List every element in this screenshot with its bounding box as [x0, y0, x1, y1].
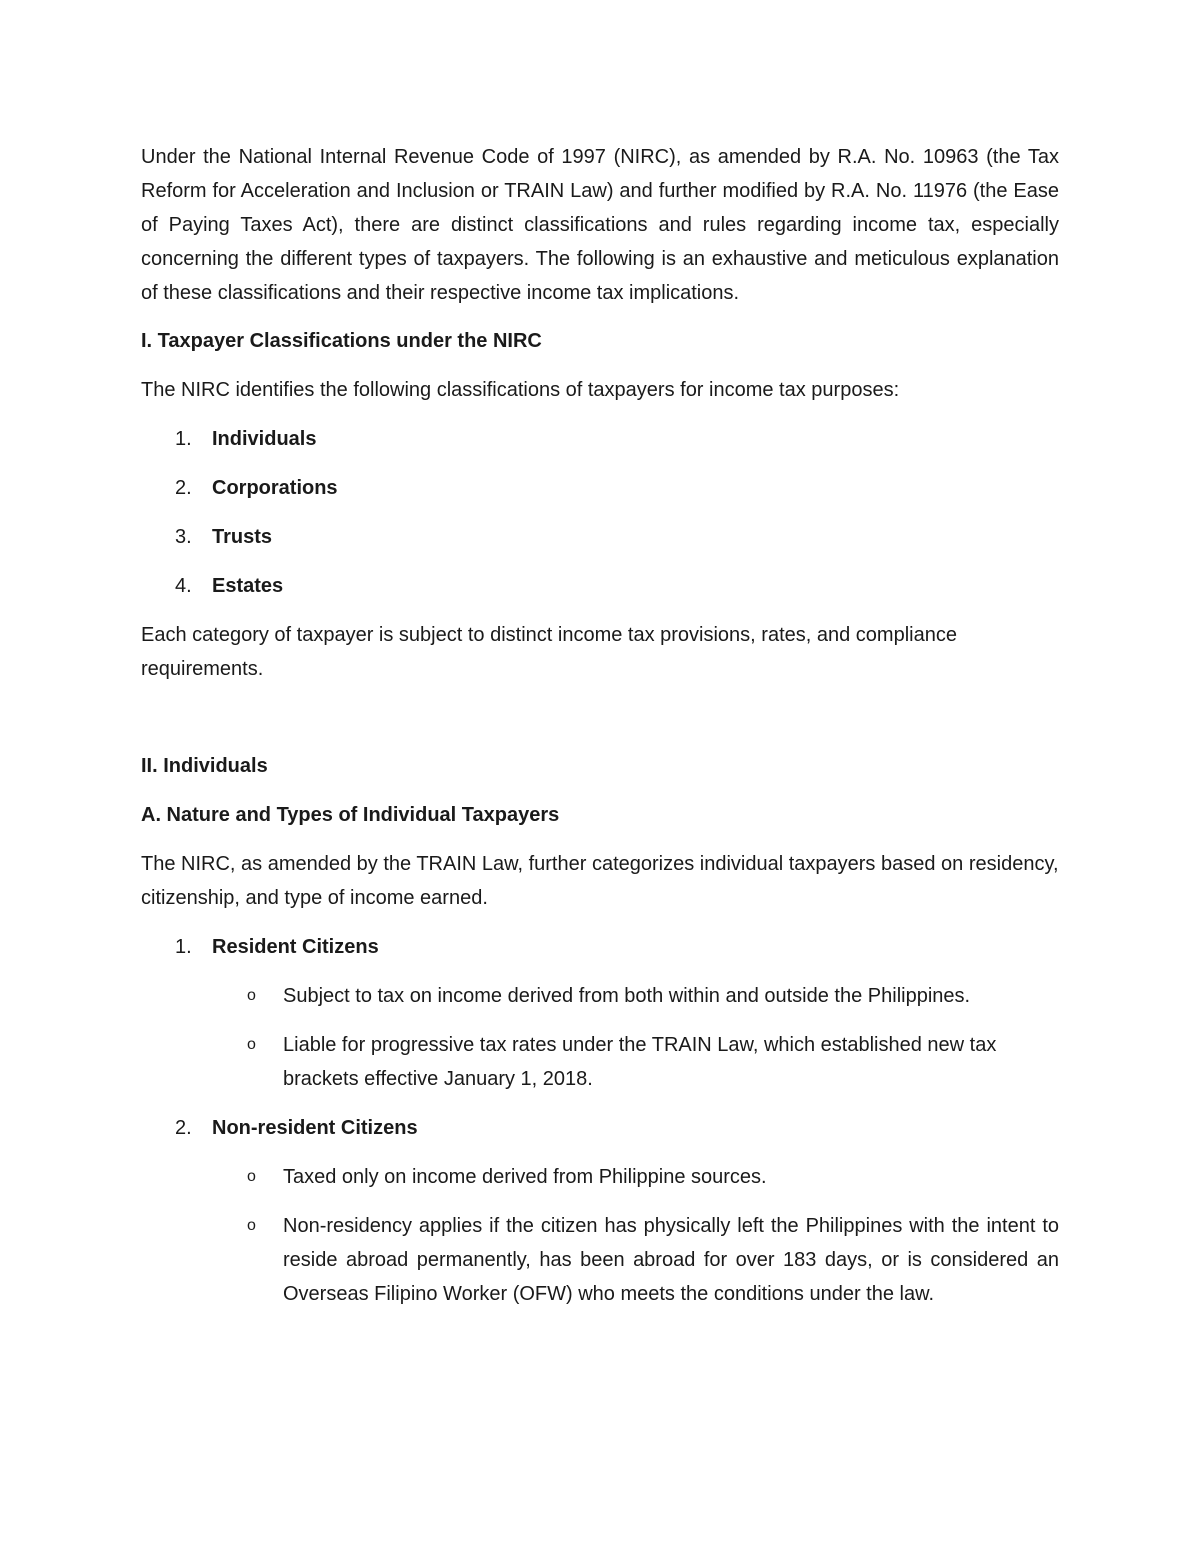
sub-list-item: [141, 979, 1059, 1013]
document-page: [141, 140, 1059, 1326]
sub-list-item: [141, 1209, 1059, 1311]
list-number: 1.: [175, 428, 192, 450]
sub-list-item-text: Subject to tax on income derived from both within and outside the Philippines.: [283, 985, 971, 1007]
sub-list-item: [141, 1028, 1059, 1096]
list-item-label: Estates: [212, 575, 284, 597]
list-number: 1.: [175, 936, 192, 958]
list-item: [141, 520, 1059, 554]
sub-bullet-list: [212, 979, 1059, 1096]
circle-bullet-icon: o: [247, 1217, 256, 1234]
list-number: 2.: [175, 1117, 192, 1139]
section2-lead-paragraph: The NIRC, as amended by the TRAIN Law, further categorizes individual taxpayers based on residency, citizenship, and type of income earned.: [141, 853, 1059, 909]
sub-list-item: [141, 1160, 1059, 1194]
list-item: [141, 471, 1059, 505]
section-heading-individuals: II. Individuals: [141, 755, 268, 777]
circle-bullet-icon: o: [247, 1036, 256, 1053]
sub-bullet-list: [212, 1160, 1059, 1311]
list-number: 2.: [175, 477, 192, 499]
list-item-label: Corporations: [212, 477, 338, 499]
taxpayer-classification-list: [141, 422, 1059, 603]
list-item-label: Trusts: [212, 526, 273, 548]
list-item: [141, 1111, 1059, 1311]
section1-closing-paragraph: Each category of taxpayer is subject to distinct income tax provisions, rates, and compliance requirements.: [141, 624, 957, 680]
individual-taxpayer-types-list: [141, 930, 1059, 1311]
circle-bullet-icon: o: [247, 987, 256, 1004]
circle-bullet-icon: o: [247, 1168, 256, 1185]
intro-paragraph: Under the National Internal Revenue Code of 1997 (NIRC), as amended by R.A. No. 10963 (the Tax Reform for Acceleration and Inclusion or TRAIN Law) and further modified by R.A. No. 11976 (the Ease of Paying Taxes Act), there are distinct classifications and rules regarding income tax, especially concerning the different types of taxpayers. The following is an exhaustive and meticulous explanation of these classifications and their respective income tax implications.: [141, 146, 1059, 304]
list-item: [141, 422, 1059, 456]
list-item-label: Individuals: [212, 428, 317, 450]
subsection-heading-nature-and-types: A. Nature and Types of Individual Taxpayers: [141, 804, 560, 826]
list-item: [141, 569, 1059, 603]
list-item-label: Non-resident Citizens: [212, 1117, 418, 1139]
list-number: 3.: [175, 526, 192, 548]
sub-list-item-text: Taxed only on income derived from Philippine sources.: [283, 1166, 767, 1188]
section-heading-taxpayer-classifications: I. Taxpayer Classifications under the NIRC: [141, 330, 542, 352]
sub-list-item-text: Liable for progressive tax rates under the TRAIN Law, which established new tax brackets effective January 1, 2018.: [283, 1034, 997, 1090]
list-item-label: Resident Citizens: [212, 936, 379, 958]
list-item: [141, 930, 1059, 1096]
sub-list-item-text: Non-residency applies if the citizen has physically left the Philippines with the intent to reside abroad permanently, has been abroad for over 183 days, or is considered an Overseas Filipino Worker (OFW) who meets the conditions under the law.: [283, 1215, 1059, 1305]
section1-lead-paragraph: The NIRC identifies the following classifications of taxpayers for income tax purposes:: [141, 379, 900, 401]
list-number: 4.: [175, 575, 192, 597]
